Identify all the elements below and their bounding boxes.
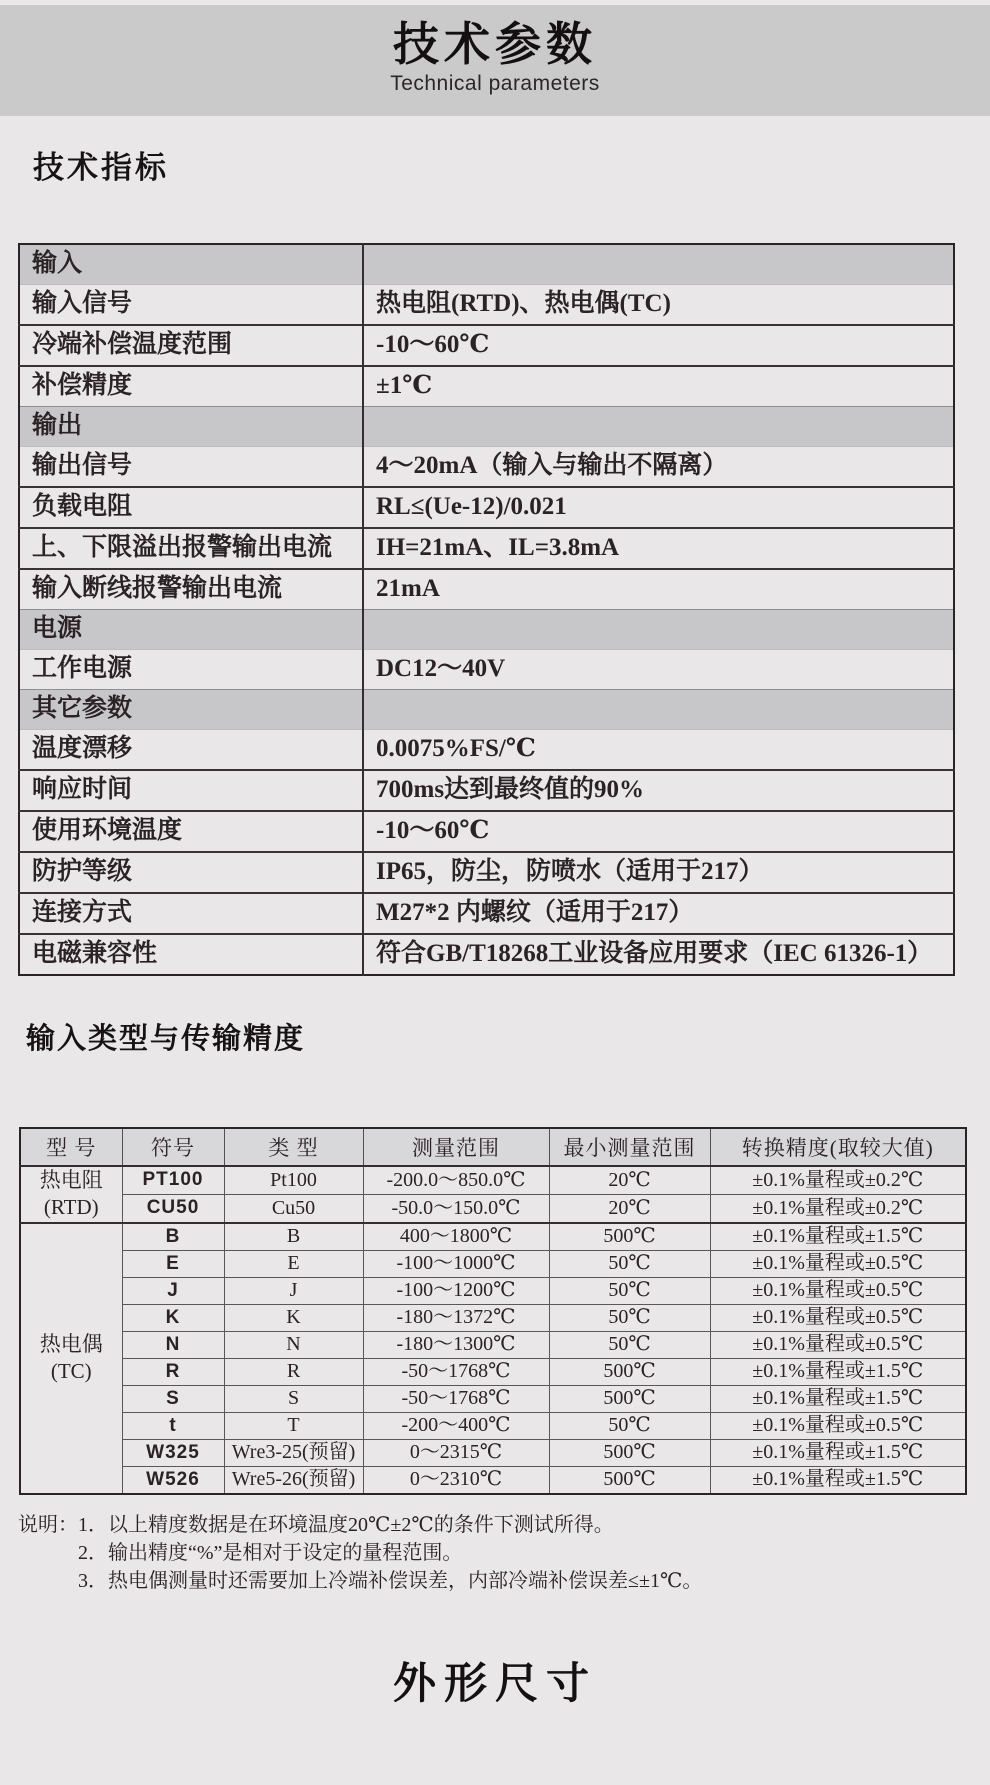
io-min-range: 50℃: [549, 1277, 710, 1304]
io-min-range: 500℃: [549, 1466, 710, 1494]
io-column-header: 最小测量范围: [549, 1128, 710, 1166]
io-column-header: 转换精度(取较大值): [710, 1128, 966, 1166]
io-model-line: (RTD): [43, 1195, 99, 1220]
io-type: J: [224, 1277, 363, 1304]
spec-row: [19, 811, 954, 852]
io-row: [20, 1331, 966, 1358]
io-range: -180～1300℃: [363, 1331, 549, 1358]
io-column-header: 型 号: [20, 1128, 122, 1166]
spec-value: -10～60℃: [363, 811, 954, 852]
io-table: [19, 1127, 967, 1495]
io-min-range: 50℃: [549, 1304, 710, 1331]
spec-label: 输入断线报警输出电流: [19, 569, 363, 610]
spec-label: 输出: [19, 407, 363, 447]
note-line: [18, 1511, 702, 1539]
io-symbol: CU50: [122, 1194, 224, 1222]
spec-value: IP65，防尘，防喷水（适用于217）: [363, 852, 954, 893]
io-row: [20, 1466, 966, 1494]
io-model-cell: [20, 1166, 122, 1223]
spec-row: [19, 366, 954, 407]
spec-value: M27*2 内螺纹（适用于217）: [363, 893, 954, 934]
spec-row: [19, 528, 954, 569]
io-type: E: [224, 1250, 363, 1277]
io-min-range: 50℃: [549, 1331, 710, 1358]
spec-value: [363, 690, 954, 730]
io-table-header-row: [20, 1128, 966, 1166]
spec-section-row: [19, 407, 954, 447]
io-range: -50～1768℃: [363, 1358, 549, 1385]
note-line: 3．热电偶测量时还需要加上冷端补偿误差，内部冷端补偿误差≤±1℃。: [78, 1570, 703, 1592]
io-section-heading: 输入类型与传输精度: [26, 1023, 306, 1055]
io-model-cell: [20, 1223, 122, 1494]
spec-label: 输入: [19, 244, 363, 285]
spec-label: 工作电源: [19, 650, 363, 690]
io-min-range: 500℃: [549, 1439, 710, 1466]
spec-row: [19, 893, 954, 934]
spec-row: [19, 447, 954, 488]
note-item: 1．以上精度数据是在环境温度20℃±2℃的条件下测试所得。: [78, 1514, 614, 1536]
io-range: 0～2315℃: [363, 1439, 549, 1466]
io-symbol: K: [122, 1304, 224, 1331]
spec-label: 连接方式: [19, 893, 363, 934]
io-type: Cu50: [224, 1194, 363, 1222]
io-model-line: 热电偶: [39, 1331, 103, 1356]
spec-label: 电源: [19, 610, 363, 650]
spec-row: [19, 325, 954, 366]
io-range: -100～1000℃: [363, 1250, 549, 1277]
spec-value: [363, 244, 954, 285]
io-symbol: S: [122, 1385, 224, 1412]
footer-section-heading: 外形尺寸: [393, 1660, 597, 1708]
spec-value: IH=21mA、IL=3.8mA: [363, 528, 954, 569]
io-row: [20, 1439, 966, 1466]
io-type: Wre3-25(预留): [224, 1439, 363, 1466]
spec-row: [19, 487, 954, 528]
io-accuracy: ±0.1%量程或±1.5℃: [710, 1223, 966, 1251]
spec-table: [18, 243, 955, 976]
io-range: -50.0～150.0℃: [363, 1194, 549, 1222]
io-range: 400～1800℃: [363, 1223, 549, 1251]
spec-row: [19, 285, 954, 326]
spec-label: 冷端补偿温度范围: [19, 325, 363, 366]
spec-label: 输入信号: [19, 285, 363, 326]
io-model-line: 热电阻: [39, 1168, 103, 1192]
io-min-range: 20℃: [549, 1194, 710, 1222]
io-type: B: [224, 1223, 363, 1251]
io-row: [20, 1166, 966, 1194]
spec-value: 700ms达到最终值的90%: [363, 770, 954, 811]
io-symbol: W325: [122, 1439, 224, 1466]
spec-value: -10～60℃: [363, 325, 954, 366]
spec-row: [19, 770, 954, 811]
spec-value: 热电阻(RTD)、热电偶(TC): [363, 285, 954, 326]
spec-label: 负载电阻: [19, 487, 363, 528]
io-accuracy: ±0.1%量程或±0.2℃: [710, 1166, 966, 1194]
io-range: 0～2310℃: [363, 1466, 549, 1494]
spec-label: 防护等级: [19, 852, 363, 893]
io-type: Wre5-26(预留): [224, 1466, 363, 1494]
page-title: 技术参数: [393, 18, 597, 70]
io-min-range: 500℃: [549, 1385, 710, 1412]
io-range: -50～1768℃: [363, 1385, 549, 1412]
io-symbol: J: [122, 1277, 224, 1304]
io-accuracy: ±0.1%量程或±0.5℃: [710, 1277, 966, 1304]
note-prefix: 说明：: [18, 1514, 78, 1536]
spec-label: 响应时间: [19, 770, 363, 811]
io-column-header: 测量范围: [363, 1128, 549, 1166]
page-subtitle: Technical parameters: [390, 71, 600, 95]
io-row: [20, 1223, 966, 1251]
spec-label: 其它参数: [19, 690, 363, 730]
spec-value: RL≤(Ue-12)/0.021: [363, 487, 954, 528]
spec-section-row: [19, 244, 954, 285]
spec-value: 21mA: [363, 569, 954, 610]
io-range: -100～1200℃: [363, 1277, 549, 1304]
spec-value: DC12～40V: [363, 650, 954, 690]
spec-table-tbody: [19, 244, 954, 975]
io-symbol: W526: [122, 1466, 224, 1494]
spec-label: 使用环境温度: [19, 811, 363, 852]
spec-label: 上、下限溢出报警输出电流: [19, 528, 363, 569]
io-row: [20, 1250, 966, 1277]
io-type: S: [224, 1385, 363, 1412]
spec-section-row: [19, 690, 954, 730]
io-type: N: [224, 1331, 363, 1358]
io-table-tbody: [20, 1166, 966, 1494]
io-symbol: PT100: [122, 1166, 224, 1194]
io-range: -200～400℃: [363, 1412, 549, 1439]
io-row: [20, 1358, 966, 1385]
io-symbol: N: [122, 1331, 224, 1358]
io-symbol: E: [122, 1250, 224, 1277]
io-accuracy: ±0.1%量程或±0.5℃: [710, 1304, 966, 1331]
io-symbol: B: [122, 1223, 224, 1251]
io-type: Pt100: [224, 1166, 363, 1194]
spec-section-row: [19, 610, 954, 650]
io-min-range: 50℃: [549, 1412, 710, 1439]
spec-label: 电磁兼容性: [19, 934, 363, 975]
spec-value: 4～20mA（输入与输出不隔离）: [363, 447, 954, 488]
io-min-range: 500℃: [549, 1358, 710, 1385]
io-type: R: [224, 1358, 363, 1385]
spec-value: [363, 407, 954, 447]
io-accuracy: ±0.1%量程或±0.5℃: [710, 1412, 966, 1439]
io-min-range: 20℃: [549, 1166, 710, 1194]
io-row: [20, 1277, 966, 1304]
io-accuracy: ±0.1%量程或±1.5℃: [710, 1385, 966, 1412]
io-column-header: 符号: [122, 1128, 224, 1166]
io-accuracy: ±0.1%量程或±0.5℃: [710, 1331, 966, 1358]
io-min-range: 500℃: [549, 1223, 710, 1251]
io-accuracy: ±0.1%量程或±0.2℃: [710, 1194, 966, 1222]
spec-label: 补偿精度: [19, 366, 363, 407]
spec-row: [19, 569, 954, 610]
io-model-line: (TC): [50, 1359, 92, 1384]
io-accuracy: ±0.1%量程或±1.5℃: [710, 1439, 966, 1466]
io-row: [20, 1385, 966, 1412]
spec-value: ±1℃: [363, 366, 954, 407]
note-line: 2．输出精度“%”是相对于设定的量程范围。: [78, 1542, 463, 1564]
io-accuracy: ±0.1%量程或±0.5℃: [710, 1250, 966, 1277]
io-symbol: t: [122, 1412, 224, 1439]
spec-row: [19, 730, 954, 771]
spec-label: 输出信号: [19, 447, 363, 488]
io-accuracy: ±0.1%量程或±1.5℃: [710, 1358, 966, 1385]
io-symbol: R: [122, 1358, 224, 1385]
io-type: T: [224, 1412, 363, 1439]
spec-row: [19, 852, 954, 893]
io-row: [20, 1412, 966, 1439]
spec-section-heading: 技术指标: [33, 150, 169, 185]
spec-row: [19, 650, 954, 690]
io-type: K: [224, 1304, 363, 1331]
title-banner: [0, 5, 990, 116]
io-row: [20, 1194, 966, 1222]
io-column-header: 类 型: [224, 1128, 363, 1166]
notes: [18, 1511, 702, 1595]
io-range: -180～1372℃: [363, 1304, 549, 1331]
spec-label: 温度漂移: [19, 730, 363, 771]
spec-value: 符合GB/T18268工业设备应用要求（IEC 61326-1）: [363, 934, 954, 975]
io-accuracy: ±0.1%量程或±1.5℃: [710, 1466, 966, 1494]
spec-value: 0.0075%FS/℃: [363, 730, 954, 771]
io-row: [20, 1304, 966, 1331]
io-min-range: 50℃: [549, 1250, 710, 1277]
spec-value: [363, 610, 954, 650]
spec-row: [19, 934, 954, 975]
io-range: -200.0～850.0℃: [363, 1166, 549, 1194]
